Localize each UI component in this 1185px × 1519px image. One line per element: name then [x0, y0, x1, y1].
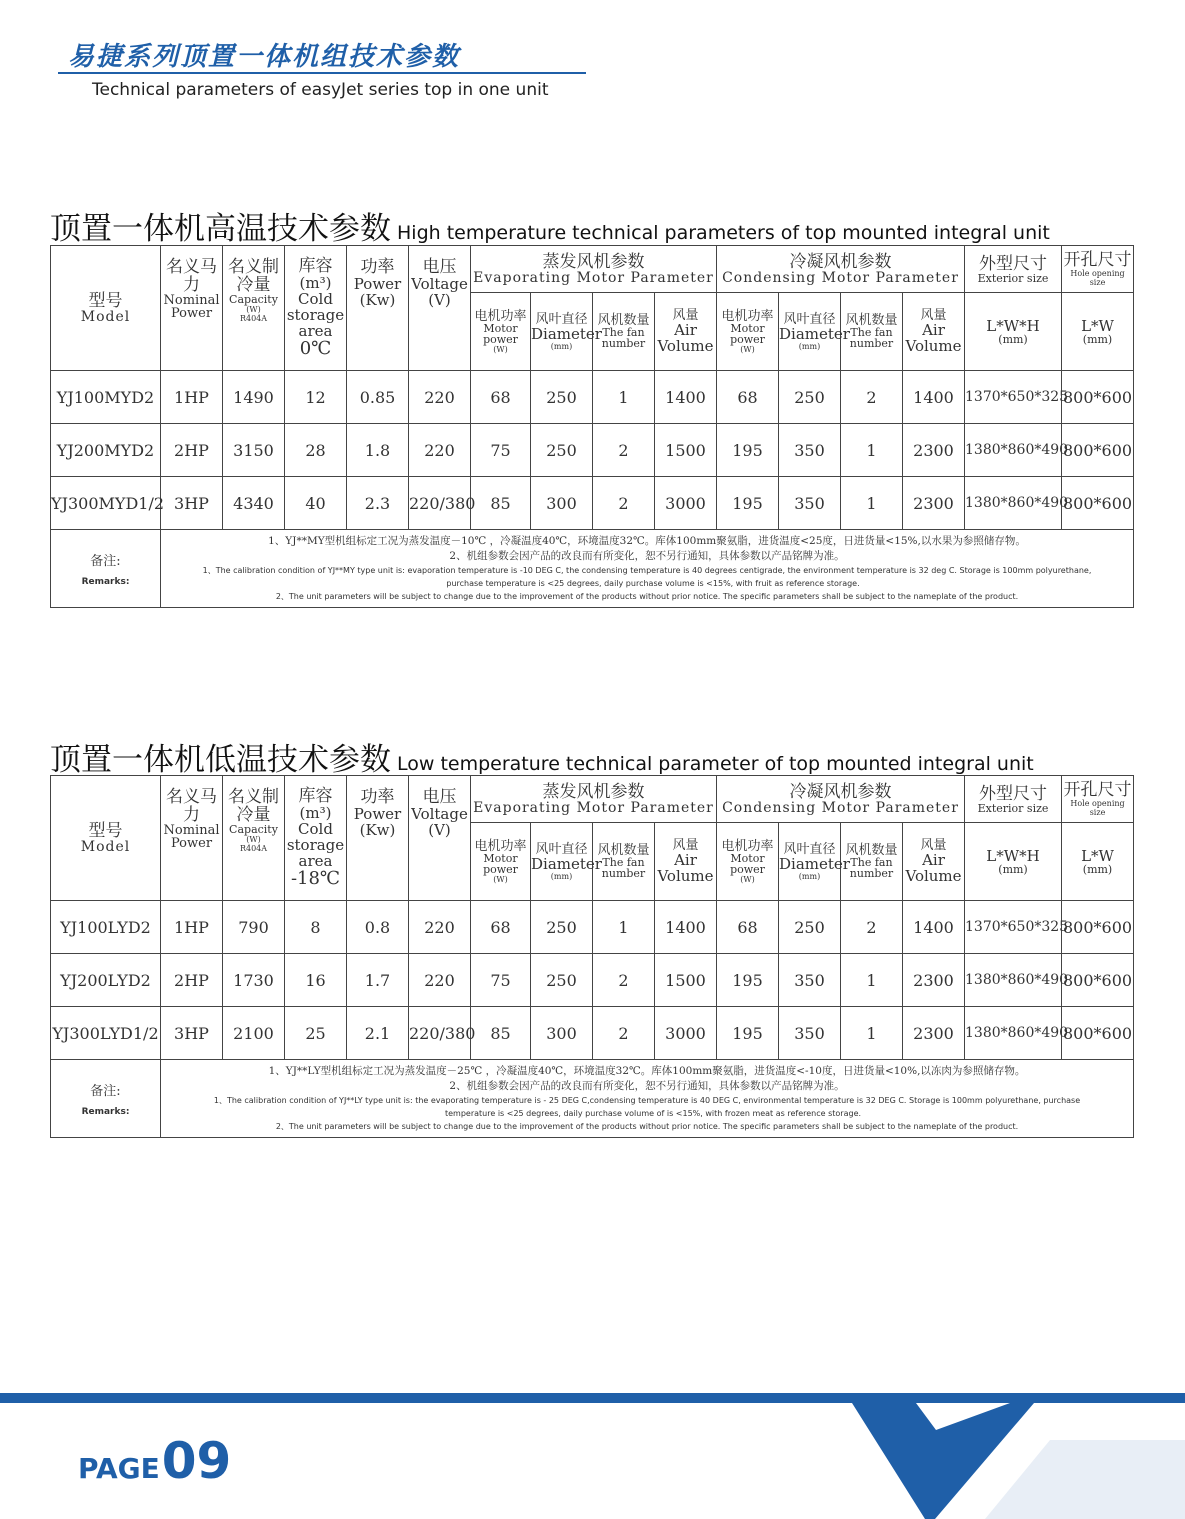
label-cn: 电机功率 [474, 308, 527, 324]
label-cn: 型号 [88, 820, 123, 841]
note-en: purchase temperature is <25 degrees, daily purchase volume is <15%, with fruit as reference storage. [446, 579, 860, 588]
section-title-en: Low temperature technical parameter of top mounted integral unit [397, 753, 1034, 775]
table-cell: 220/380 [409, 477, 471, 530]
label-en: Air Volume [657, 321, 714, 355]
storage-temperature: -18℃ [290, 868, 341, 889]
label-cn: 功率 [360, 257, 395, 277]
label-unit: (m³) [299, 804, 332, 822]
remarks-en: Remarks: [81, 577, 130, 587]
label-en: Hole opening size [1070, 799, 1125, 817]
table-cell: YJ100MYD2 [51, 371, 161, 424]
table-cell: 2300 [903, 954, 965, 1007]
label-cn: 风叶直径 [783, 311, 836, 327]
note-cn: 2、机组参数会因产品的改良而有所变化，恕不另行通知，具体参数以产品铭牌为准。 [449, 1080, 845, 1092]
table-cell: 350 [779, 1007, 841, 1060]
label-cn: 名义马力 [166, 257, 217, 295]
table-cell: 8 [285, 901, 347, 954]
label-unit: (mm) [1082, 333, 1113, 346]
table-cell: YJ300MYD1/2 [51, 477, 161, 530]
label-en: Air Volume [905, 321, 962, 355]
table-cell: 250 [779, 371, 841, 424]
label-en: Cold storage area [286, 290, 345, 340]
table-cell: 2 [841, 901, 903, 954]
note-cn: 1、YJ**MY型机组标定工况为蒸发温度－10℃ ，冷凝温度40℃，环境温度32℃。库体100mm聚氨脂，进货温度<25度，日进货量<15%,以水果为参照储存物。 [268, 535, 1026, 547]
label-en: Air Volume [657, 851, 714, 885]
table-cell: YJ200MYD2 [51, 424, 161, 477]
page-number-value: 09 [161, 1432, 232, 1490]
table-cell: 2100 [223, 1007, 285, 1060]
table-cell: 300 [531, 1007, 593, 1060]
label-unit: (V) [428, 291, 451, 309]
label-cn: 蒸发风机参数 [542, 251, 645, 272]
label-en: Motor power [483, 321, 518, 346]
note-en: 1、The calibration condition of YJ**LY type unit is: the evaporating temperature is - 25 DEG C,condensing temperature is 40 DEG C, environmental temperature is 32 DEG C. Storage is 100mm polyurethane, purchase [213, 1096, 1081, 1105]
label-en: Motor power [483, 851, 518, 876]
label-unit: (W) [246, 305, 261, 314]
table-cell: 2 [593, 477, 655, 530]
label-cn: 风叶直径 [535, 311, 588, 327]
table-cell: 2 [593, 424, 655, 477]
table-cell: 3000 [655, 1007, 717, 1060]
table-cell: 1730 [223, 954, 285, 1007]
table-cell: 1.8 [347, 424, 409, 477]
table-cell: 2300 [903, 477, 965, 530]
label-en: Model [80, 838, 131, 855]
label-en: Exterior size [977, 271, 1049, 285]
table-cell: 1400 [655, 371, 717, 424]
label-en: Condensing Motor Parameter [722, 269, 959, 286]
label-en: Nominal Power [163, 823, 220, 851]
label-unit: (W) [493, 344, 508, 354]
table-cell: YJ300LYD1/2 [51, 1007, 161, 1060]
table-cell: 3HP [161, 1007, 223, 1060]
label-unit: (mm) [798, 341, 821, 351]
label-en: Voltage [411, 805, 468, 823]
table-cell: 4340 [223, 477, 285, 530]
table-cell: 250 [779, 901, 841, 954]
label-cn: 风机数量 [845, 313, 898, 328]
label-cn: 风量 [920, 838, 947, 853]
label-en: The fan number [601, 856, 646, 880]
label-unit: (Kw) [359, 821, 396, 839]
label-en: Motor power [730, 321, 765, 346]
label-cn: 冷凝风机参数 [789, 251, 892, 272]
page-label: PAGE [78, 1452, 160, 1485]
table-cell: 2 [593, 954, 655, 1007]
label-unit: (Kw) [359, 291, 396, 309]
table-cell: 25 [285, 1007, 347, 1060]
table-cell: 1380*860*490 [965, 424, 1062, 477]
table-cell: 1490 [223, 371, 285, 424]
table-cell: 1HP [161, 901, 223, 954]
label-cn: 外型尺寸 [979, 253, 1048, 274]
table-cell: 1380*860*490 [965, 954, 1062, 1007]
label-cn: 冷凝风机参数 [789, 781, 892, 802]
table-cell: 220 [409, 901, 471, 954]
table-cell: 1.7 [347, 954, 409, 1007]
label-cn: 库容 [298, 256, 333, 276]
table-cell: 68 [717, 371, 779, 424]
table-cell: 1 [841, 477, 903, 530]
label-en: Hole opening size [1070, 269, 1125, 287]
label-cn: 风叶直径 [535, 841, 588, 857]
table-cell: 1HP [161, 371, 223, 424]
label-unit: (mm) [550, 341, 573, 351]
label-unit: (mm) [550, 871, 573, 881]
label-cn: 风机数量 [845, 843, 898, 858]
label-en: Diameter [779, 324, 850, 343]
table-cell: 1 [841, 1007, 903, 1060]
label-cn: 风机数量 [597, 313, 650, 328]
section-title-cn: 顶置一体机高温技术参数 [50, 211, 391, 247]
label-refrigerant: R404A [239, 314, 268, 323]
label-unit: (mm) [798, 871, 821, 881]
table-cell: 0.8 [347, 901, 409, 954]
label-unit: (W) [493, 874, 508, 884]
table-cell: 2 [593, 1007, 655, 1060]
table-cell: 2 [841, 371, 903, 424]
label-en: Evaporating Motor Parameter [473, 269, 714, 286]
table-cell: 800*600 [1062, 477, 1134, 530]
table-cell: 1 [593, 371, 655, 424]
label-cn: 风机数量 [597, 843, 650, 858]
label-en: The fan number [849, 326, 894, 350]
table-cell: 12 [285, 371, 347, 424]
label-cn: 电机功率 [474, 838, 527, 854]
table-cell: 75 [471, 424, 531, 477]
label-unit: (W) [740, 344, 755, 354]
label-cn: 名义制冷量 [228, 257, 279, 295]
table-cell: 350 [779, 477, 841, 530]
remarks-cn: 备注: [90, 1084, 121, 1099]
table-cell: 220 [409, 371, 471, 424]
label-en: Power [353, 275, 402, 293]
table-cell: 2.3 [347, 477, 409, 530]
table-cell: 220/380 [409, 1007, 471, 1060]
label-en: Cold storage area [286, 820, 345, 870]
table-cell: 2.1 [347, 1007, 409, 1060]
table-cell: 3HP [161, 477, 223, 530]
table-cell: 800*600 [1062, 424, 1134, 477]
table-cell: 2300 [903, 424, 965, 477]
label-cn: 风量 [672, 308, 699, 323]
section-title-cn: 顶置一体机低温技术参数 [50, 742, 391, 778]
label-cn: 风量 [672, 838, 699, 853]
table-cell: 250 [531, 371, 593, 424]
table-cell: YJ100LYD2 [51, 901, 161, 954]
label-en: Evaporating Motor Parameter [473, 799, 714, 816]
label-cn: 库容 [298, 786, 333, 806]
label-en: Capacity [229, 293, 278, 306]
table-cell: 250 [531, 424, 593, 477]
table-cell: 1380*860*490 [965, 477, 1062, 530]
label-sub: L*W [1081, 317, 1114, 335]
table-cell: 2HP [161, 424, 223, 477]
label-refrigerant: R404A [239, 844, 268, 853]
table-cell: 1500 [655, 424, 717, 477]
table-cell: 300 [531, 477, 593, 530]
note-cn: 2、机组参数会因产品的改良而有所变化，恕不另行通知，具体参数以产品铭牌为准。 [449, 550, 845, 562]
label-en: Air Volume [905, 851, 962, 885]
table-cell: 800*600 [1062, 954, 1134, 1007]
table-cell: 1 [841, 954, 903, 1007]
label-cn: 功率 [360, 787, 395, 807]
table-cell: 350 [779, 954, 841, 1007]
section-title-en: High temperature technical parameters of top mounted integral unit [397, 222, 1050, 244]
label-unit: (W) [740, 874, 755, 884]
table-cell: 68 [471, 901, 531, 954]
label-cn: 蒸发风机参数 [542, 781, 645, 802]
table-cell: 1500 [655, 954, 717, 1007]
table-cell: 220 [409, 954, 471, 1007]
label-en: Diameter [531, 854, 602, 873]
table-cell: 800*600 [1062, 901, 1134, 954]
label-cn: 电机功率 [721, 308, 774, 324]
label-unit: (m³) [299, 274, 332, 292]
label-cn: 名义马力 [166, 787, 217, 825]
label-en: Condensing Motor Parameter [722, 799, 959, 816]
table-cell: 75 [471, 954, 531, 1007]
label-en: Diameter [531, 324, 602, 343]
label-cn: 外型尺寸 [979, 783, 1048, 804]
table-cell: 1 [593, 901, 655, 954]
table-cell: 3150 [223, 424, 285, 477]
label-unit: (mm) [1082, 863, 1113, 876]
table-cell: 1400 [903, 901, 965, 954]
label-sub: L*W*H [986, 317, 1040, 335]
note-en: temperature is <25 degrees, daily purchase volume of is <15%, with frozen meat as reference storage. [444, 1109, 862, 1118]
table-cell: 1400 [655, 901, 717, 954]
table-cell: 40 [285, 477, 347, 530]
table-cell: 195 [717, 477, 779, 530]
table-cell: 1 [841, 424, 903, 477]
table-cell: 1380*860*490 [965, 1007, 1062, 1060]
table-cell: 2300 [903, 1007, 965, 1060]
table-cell: YJ200LYD2 [51, 954, 161, 1007]
note-en: 2、The unit parameters will be subject to change due to the improvement of the products without prior notice. The specific parameters shall be subject to the nameplate of the product. [275, 1122, 1019, 1131]
note-cn: 1、YJ**LY型机组标定工况为蒸发温度－25℃ ，冷凝温度40℃，环境温度32℃。库体100mm聚氨脂，进货温度<-10度，日进货量<10%,以冻肉为参照储存物。 [268, 1065, 1026, 1077]
table-cell: 68 [717, 901, 779, 954]
label-en: Motor power [730, 851, 765, 876]
label-en: Exterior size [977, 801, 1049, 815]
label-unit: (mm) [998, 863, 1028, 876]
table-cell: 195 [717, 1007, 779, 1060]
label-en: Model [80, 308, 131, 325]
table-cell: 1400 [903, 371, 965, 424]
table-cell: 220 [409, 424, 471, 477]
label-cn: 风量 [920, 308, 947, 323]
note-en: 1、The calibration condition of YJ**MY type unit is: evaporation temperature is -10 DEG C, the condensing temperature is 40 degrees centigrade, the environment temperature is 32 deg C. Storage is 100mm polyurethane, [202, 566, 1092, 575]
label-cn: 风叶直径 [783, 841, 836, 857]
label-en: Diameter [779, 854, 850, 873]
table-cell: 195 [717, 424, 779, 477]
label-unit: (V) [428, 821, 451, 839]
page-number [78, 1432, 231, 1490]
note-en: 2、The unit parameters will be subject to change due to the improvement of the products without prior notice. The specific parameters shall be subject to the nameplate of the product. [275, 592, 1019, 601]
page-header-subtitle: Technical parameters of easyJet series top in one unit [92, 80, 549, 100]
label-cn: 电压 [422, 787, 457, 807]
table-cell: 800*600 [1062, 371, 1134, 424]
table-cell: 16 [285, 954, 347, 1007]
label-en: Power [353, 805, 402, 823]
table-cell: 350 [779, 424, 841, 477]
label-en: Voltage [411, 275, 468, 293]
remarks-en: Remarks: [81, 1107, 130, 1117]
label-sub: L*W*H [986, 847, 1040, 865]
label-en: The fan number [601, 326, 646, 350]
label-unit: (mm) [998, 333, 1028, 346]
table-cell: 790 [223, 901, 285, 954]
label-unit: (W) [246, 835, 261, 844]
table-cell: 250 [531, 954, 593, 1007]
table-cell: 3000 [655, 477, 717, 530]
label-en: The fan number [849, 856, 894, 880]
table-cell: 68 [471, 371, 531, 424]
table-cell: 28 [285, 424, 347, 477]
label-cn: 开孔尺寸 [1063, 250, 1132, 270]
table-cell: 0.85 [347, 371, 409, 424]
table-cell: 195 [717, 954, 779, 1007]
page-header-title: 易捷系列顶置一体机组技术参数 [68, 42, 461, 72]
label-en: Capacity [229, 823, 278, 836]
table-cell: 1370*650*325 [965, 371, 1062, 424]
table-cell: 800*600 [1062, 1007, 1134, 1060]
table-cell: 85 [471, 1007, 531, 1060]
table-cell: 85 [471, 477, 531, 530]
table-cell: 250 [531, 901, 593, 954]
table-cell: 2HP [161, 954, 223, 1007]
label-cn: 电压 [422, 257, 457, 277]
remarks-cn: 备注: [90, 554, 121, 569]
label-sub: L*W [1081, 847, 1114, 865]
label-cn: 电机功率 [721, 838, 774, 854]
label-en: Nominal Power [163, 293, 220, 321]
table-cell: 1370*650*325 [965, 901, 1062, 954]
label-cn: 名义制冷量 [228, 787, 279, 825]
label-cn: 开孔尺寸 [1063, 780, 1132, 800]
storage-temperature: 0℃ [299, 338, 332, 359]
label-cn: 型号 [88, 290, 123, 311]
